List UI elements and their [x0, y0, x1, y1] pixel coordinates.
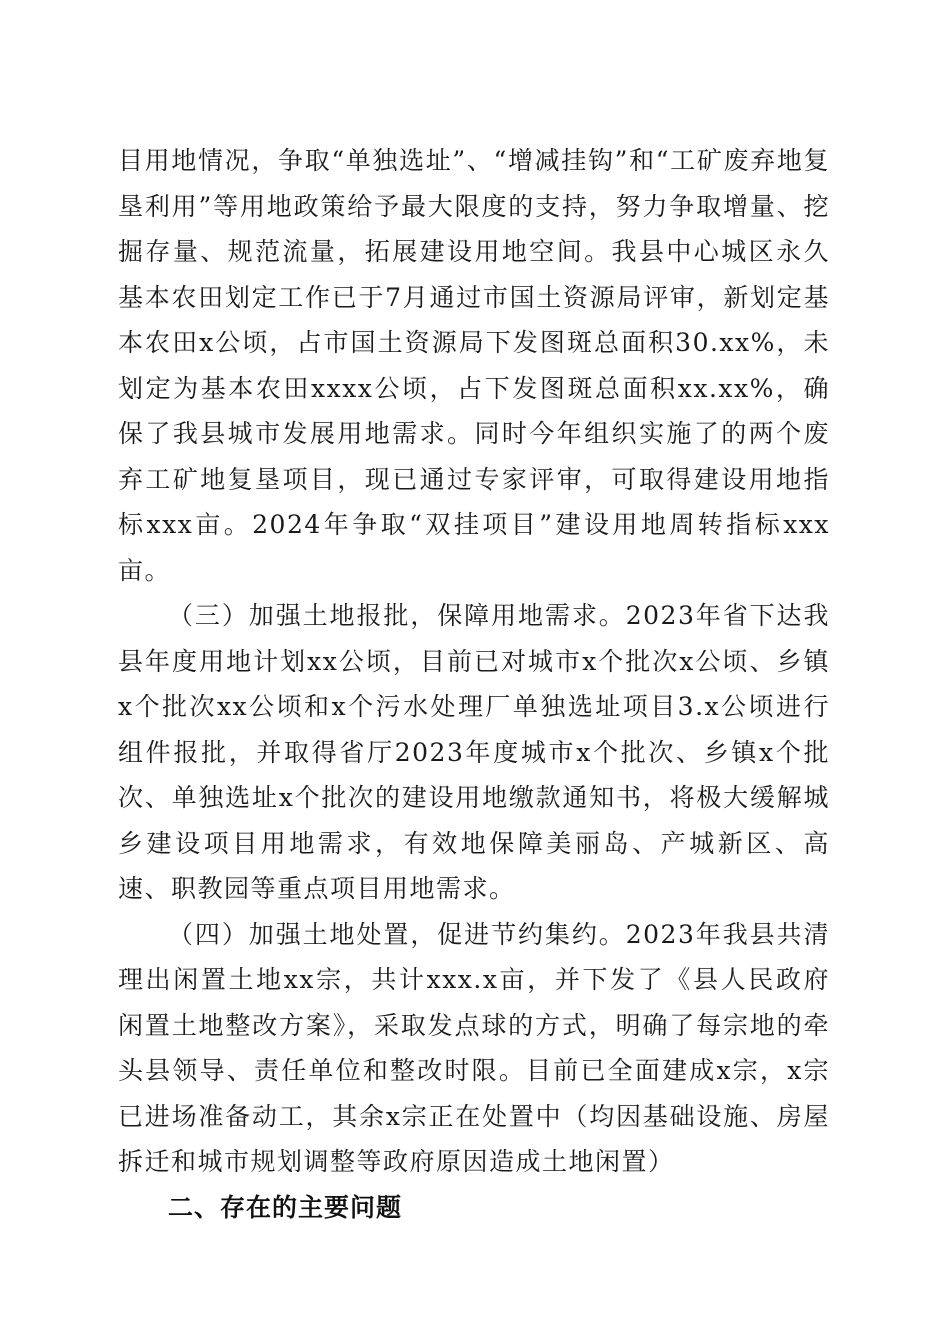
document-body — [118, 138, 830, 1230]
paragraph-land-approval: （三）加强土地报批，保障用地需求。2023年省下达我县年度用地计划xx公顷，目前已对城市x个批次x公顷、乡镇x个批次xx公顷和x个污水处理厂单独选址项目3.x公顷进行组件报批，并取得省厅2023年度城市x个批次、乡镇x个批次、单独选址x个批次的建设用地缴款通知书，将极大缓解城乡建设项目用地需求，有效地保障美丽岛、产城新区、高速、职教园等重点项目用地需求。 — [118, 601, 830, 903]
paragraph-land-disposal: （四）加强土地处置，促进节约集约。2023年我县共清理出闲置土地xx宗，共计xxx.x亩，并下发了《县人民政府闲置土地整改方案》，采取发点球的方式，明确了每宗地的牵头县领导、责任单位和整改时限。目前已全面建成x宗，x宗已进场准备动工，其余x宗正在处置中（均因基础设施、房屋拆迁和城市规划调整等政府原因造成土地闲置） — [118, 919, 830, 1176]
section-heading-main-problems: 二、存在的主要问题 — [168, 1192, 403, 1222]
paragraph-land-use-policy: 目用地情况，争取“单独选址”、“增减挂钩”和“工矿废弃地复垦利用”等用地政策给予最大限度的支持，努力争取增量、挖掘存量、规范流量，拓展建设用地空间。我县中心城区永久基本农田划定工作已于7月通过市国土资源局评审，新划定基本农田x公顷，占市国土资源局下发图斑总面积30.xx%，未划定为基本农田xxxx公顷，占下发图斑总面积xx.xx%，确保了我县城市发展用地需求。同时今年组织实施了的两个废弃工矿地复垦项目，现已通过专家评审，可取得建设用地指标xxx亩。2024年争取“双挂项目”建设用地周转指标xxx亩。 — [118, 146, 830, 585]
